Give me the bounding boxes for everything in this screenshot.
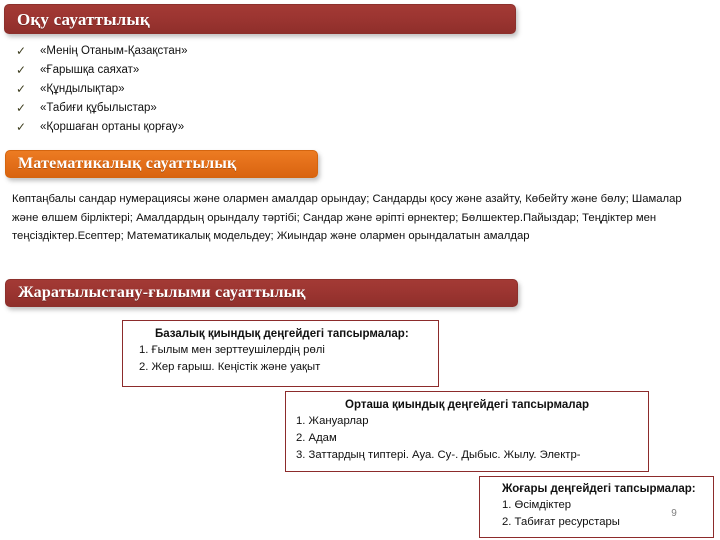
math-paragraph: Көптаңбалы сандар нумерациясы және олармен амалдар орындау; Сандарды қосу және азайту, Көбейту және бөлу; Шамалар және өлшем бірліктері; Амалдардың орындалу тәртібі; Сандар және әріпті өрнектер; Бөлшектер.Пайыздар; Теңдіктер мен теңсіздіктер.Есептер; Математикалық модельдеу; Жиындар және олармен орындалатын амалдар (12, 193, 682, 242)
task-box-title: Базалық қиындық деңгейдегі тапсырмалар: (155, 328, 409, 340)
task-box-line: 1. Өсімдіктер (502, 499, 572, 511)
task-box-line: 2. Жер ғарыш. Кеңістік және уақыт (139, 361, 321, 373)
slide-number: 9 (671, 508, 677, 519)
check-icon: ✓ (15, 120, 27, 134)
list-item (0, 44, 460, 63)
section-banner-science-label: Жаратылыстану-ғылыми сауаттылық (18, 284, 306, 301)
list-item (0, 101, 460, 120)
task-box-line: 1. Ғылым мен зерттеушілердің рөлі (139, 344, 325, 356)
list-item-label: «Құндылықтар» (40, 83, 125, 95)
reading-bullet-list (0, 44, 460, 139)
section-banner-reading-label: Оқу сауаттылық (17, 9, 150, 29)
section-banner-reading (4, 4, 516, 34)
list-item (0, 120, 460, 139)
list-item-label: «Табиғи құбылыстар» (40, 102, 157, 114)
section-banner-math (5, 150, 318, 178)
check-icon: ✓ (15, 44, 27, 58)
check-icon: ✓ (15, 82, 27, 96)
list-item-label: «Менің Отаным-Қазақстан» (40, 45, 188, 57)
task-box-title: Жоғары деңгейдегі тапсырмалар: (502, 483, 696, 495)
task-box-medium-level (285, 391, 649, 472)
task-box-line: 3. Заттардың типтері. Ауа. Су-. Дыбыс. Жылу. Электр- (296, 449, 581, 461)
list-item (0, 63, 460, 82)
task-box-high-level (479, 476, 714, 538)
check-icon: ✓ (15, 101, 27, 115)
task-box-line: 2. Табиғат ресурстары (502, 516, 620, 528)
list-item-label: «Ғарышқа саяхат» (40, 64, 140, 76)
task-box-title: Орташа қиындық деңгейдегі тапсырмалар (345, 399, 589, 411)
task-box-line: 1. Жануарлар (296, 415, 369, 427)
section-banner-math-label: Математикалық сауаттылық (18, 155, 237, 172)
check-icon: ✓ (15, 63, 27, 77)
task-box-basic-level (122, 320, 439, 387)
list-item-label: «Қоршаған ортаны қорғау» (40, 121, 185, 133)
list-item (0, 82, 460, 101)
section-banner-science (5, 279, 518, 307)
task-box-line: 2. Адам (296, 432, 337, 444)
